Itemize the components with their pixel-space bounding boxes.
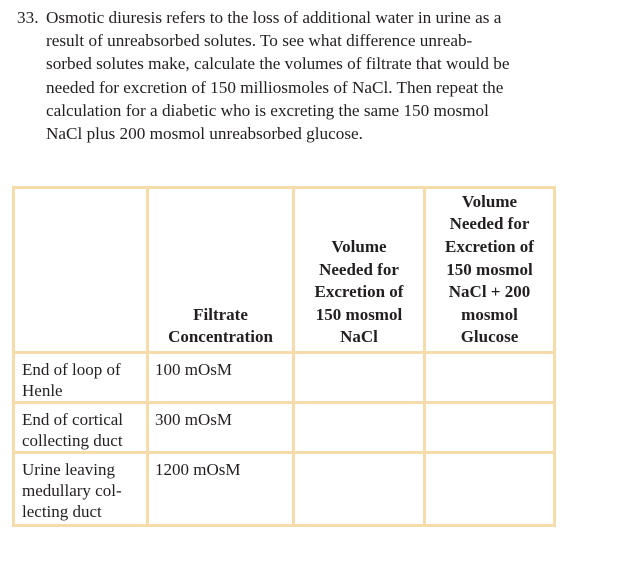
table-row [14,403,555,453]
table-header-row [14,188,555,353]
location-cell: Urine leaving medullary col- lecting duct [14,453,148,526]
header-cell-volume-nacl [294,188,425,353]
question-text-line: sorbed solutes make, calculate the volumes of filtrate that would be [46,54,510,74]
header-label: Filtrate Concentration [168,304,273,347]
concentration-cell: 1200 mOsM [148,453,294,526]
osmotic-diuresis-table [12,186,556,527]
question-text-line: Osmotic diuresis refers to the loss of additional water in urine as a [46,8,502,27]
table-row [14,353,555,403]
volume-nacl-glucose-cell[interactable] [425,453,555,526]
question-number: 33. [17,8,39,27]
question-line-1 [17,6,607,29]
volume-nacl-cell[interactable] [294,403,425,453]
concentration-cell: 300 mOsM [148,403,294,453]
question-text-line: result of unreabsorbed solutes. To see what difference unreab- [46,31,473,51]
volume-nacl-cell[interactable] [294,453,425,526]
question-block [17,6,607,145]
location-cell: End of loop of Henle [14,353,148,403]
question-text-line: calculation for a diabetic who is excreting the same 150 mosmol [46,100,489,120]
header-label: Volume Needed for Excretion of 150 mosmol NaCl + 200 mosmol Glucose [445,191,534,347]
volume-nacl-glucose-cell[interactable] [425,353,555,403]
header-cell-location [14,188,148,353]
header-cell-volume-nacl-glucose [425,188,555,353]
volume-nacl-cell[interactable] [294,353,425,403]
table-row [14,453,555,526]
question-text-line: NaCl plus 200 mosmol unreabsorbed glucose. [46,124,363,144]
header-cell-filtrate-concentration [148,188,294,353]
volume-nacl-glucose-cell[interactable] [425,403,555,453]
question-text-line: needed for excretion of 150 milliosmoles of NaCl. Then repeat the [46,77,504,97]
location-cell: End of cortical collecting duct [14,403,148,453]
header-label: Volume Needed for Excretion of 150 mosmol NaCl [314,237,404,347]
concentration-cell: 100 mOsM [148,353,294,403]
